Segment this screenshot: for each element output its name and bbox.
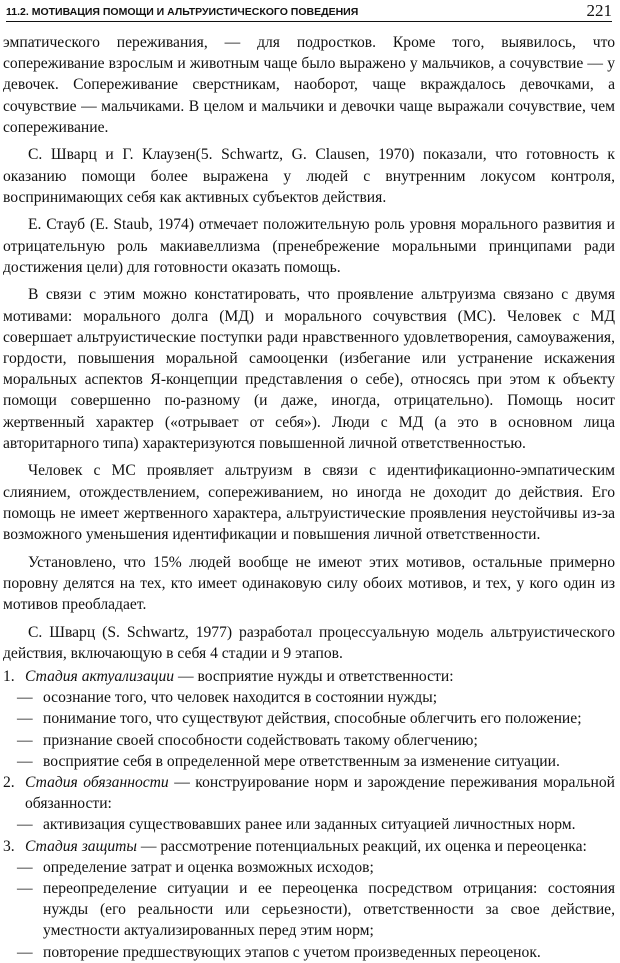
stage-description: — рассмотрение потенциальных реакций, их оценка и переоценка:: [136, 837, 587, 855]
stage-name: Стадия защиты: [25, 837, 137, 855]
list-item: [17, 708, 615, 729]
dash-bullet: —: [17, 880, 33, 898]
list-item-text: понимание того, что существуют действия, способные облегчить его положение;: [43, 710, 582, 728]
header-rule: [6, 21, 612, 22]
list-item: [17, 814, 615, 835]
paragraph: В связи с этим можно констатировать, что проявление альтруизма связано с двумя мотивами: морального долга (МД) и морального сочувствия (МС). Человек с МД совершает альтруистические поступки ради нравственного удовлетворения, самоуважения, гордости, повышения моральной самооценки (избегание или устранение искажения моральных аспектов Я-концепции представления о себе), относясь при этом к объекту помощи совершенно по-разному (и даже, иногда, отрицательно). Помощь носит жертвенный характер («отрывает от себя»). Люди с МД (а это в основном лица авторитарного типа) характеризуются повышенной личной ответственностью.: [3, 286, 615, 452]
stage-description: — восприятие нужды и ответственности:: [174, 668, 454, 686]
list-item-text: активизация существовавших ранее или заданных ситуацией личностных норм.: [43, 816, 576, 834]
paragraph: С. Шварц и Г. Клаузен(5. Schwartz, G. Clausen, 1970) показали, что готовность к оказанию помощи более выражена у людей с внутренним локусом контроля, воспринимающих себя как активных субъектов действия.: [3, 146, 615, 206]
list-item-text: переопределение ситуации и ее переоценка посредством отрицания: состояния нужды (его реальности или серьезности), ответственности за свое действие, уместности актуализированных перед этим норм;: [43, 880, 615, 940]
stage-list: [3, 666, 615, 963]
list-item: [17, 751, 615, 772]
list-item: [17, 687, 615, 708]
paragraph: Установлено, что 15% людей вообще не имеют этих мотивов, остальные примерно поровну делятся на тех, кто имеет одинаковую силу обоих мотивов, и тех, у кого один из мотивов преобладает.: [3, 553, 615, 614]
stage-item: [3, 772, 615, 836]
stage-number: 1.: [3, 668, 15, 686]
stage-text: [25, 772, 615, 814]
running-header: [6, 1, 612, 21]
dash-bullet: —: [17, 710, 33, 728]
list-item-text: определение затрат и оценка возможных исходов;: [43, 858, 374, 876]
dash-bullet: —: [17, 731, 33, 749]
stage-item: [3, 666, 615, 772]
stage-heading: [3, 836, 615, 857]
body-text: [3, 32, 615, 963]
stage-name: Стадия обязанности: [25, 774, 169, 792]
list-item-text: осознание того, что человек находится в состоянии нужды;: [43, 689, 438, 707]
stage-item: [3, 836, 615, 963]
paragraph: Человек с МС проявляет альтруизм в связи с идентификационно-эмпатическим слиянием, отождествлением, сопереживанием, но иногда не доходит до действия. Его помощь не имеет жертвенного характера, альтруистические проявления неустойчивы из-за возможного уменьшения идентификации и повышения личной ответственности.: [3, 462, 615, 544]
paragraph: Е. Стауб (Е. Staub, 1974) отмечает положительную роль уровня морального развития и отрицательную роль макиавеллизма (пренебрежение моральными принципами ради достижения цели) для готовности оказать помощь.: [3, 216, 615, 276]
paragraph: С. Шварц (S. Schwartz, 1977) разработал процессуальную модель альтруистического действия, включающую в себя 4 стадии и 9 этапов.: [3, 623, 615, 662]
dash-bullet: —: [17, 943, 33, 961]
stage-text: [25, 666, 615, 687]
stage-description: — конструирование норм и зарождение переживания моральной обязанности:: [25, 774, 615, 813]
list-item: [17, 730, 615, 751]
dash-bullet: —: [17, 858, 33, 876]
list-item: [17, 857, 615, 878]
paragraph: эмпатического переживания, — для подростков. Кроме того, выявилось, что сопереживание взрослым и животным чаще было выражено у мальчиков, а сочувствие — у девочек. Сопереживание сверстникам, наоборот, чаще вкраждалось девочками, а сочувствие — мальчиками. В целом и мальчики и девочки чаще выражали сочувствие, чем сопереживание.: [3, 34, 615, 136]
stage-name: Стадия актуализации: [25, 668, 175, 686]
list-item: [17, 878, 615, 942]
list-item-text: признание своей способности содействовать такому облегчению;: [43, 731, 478, 749]
stage-heading: [3, 772, 615, 814]
dash-bullet: —: [17, 816, 33, 834]
stage-heading: [3, 666, 615, 687]
dash-bullet: —: [17, 752, 33, 770]
page-number: 221: [586, 1, 612, 20]
dash-bullet: —: [17, 689, 33, 707]
list-item: [17, 942, 615, 963]
list-item-text: повторение предшествующих этапов с учетом произведенных переоценок.: [43, 943, 541, 961]
list-item-text: восприятие себя в определенной мере ответственным за изменение ситуации.: [43, 752, 560, 770]
stage-number: 3.: [3, 837, 15, 855]
stage-number: 2.: [3, 774, 15, 792]
running-title: 11.2. МОТИВАЦИЯ ПОМОЩИ И АЛЬТРУИСТИЧЕСКОГО ПОВЕДЕНИЯ: [6, 6, 359, 18]
stage-text: [25, 836, 615, 857]
